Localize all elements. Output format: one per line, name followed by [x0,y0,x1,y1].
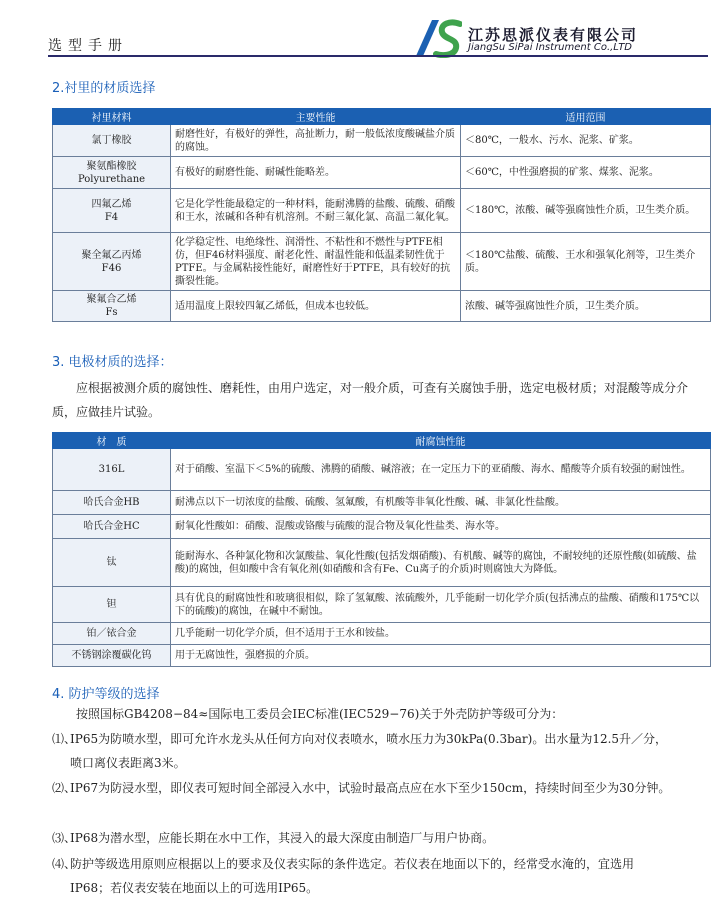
electrode-performance: 具有优良的耐腐蚀性和玻璃很相似，除了氢氟酸、浓硫酸外，几乎能耐一切化学介质(包括沸点的盐酸、硝酸和175℃以下的硫酸)的腐蚀，在碱中不耐蚀。 [171,587,711,623]
material-performance: 有极好的耐磨性能、耐碱性能略差。 [171,157,461,189]
material-name [53,233,171,291]
electrode-table [52,432,711,667]
table-row [53,189,711,233]
list-item [52,776,672,800]
material-name-cn: 聚氨酯橡胶 [86,160,137,172]
material-performance: 化学稳定性、电绝缘性、润滑性、不粘性和不燃性与PTFE相仿，但F46材料强度、耐老化性、耐温性能和低温柔韧性优于PTFE。与金属粘接性能好，耐磨性好于PTFE，具有较好的抗撕裂性能。 [171,233,461,291]
list-number: ⑶、 [52,831,77,845]
material-name-cn: 聚氟合乙烯 [86,294,137,305]
table-row [53,449,711,491]
electrode-material: 不锈钢涂覆碳化钨 [53,645,171,667]
table-row [53,125,711,157]
electrode-intro: 应根据被测介质的腐蚀性、磨耗性，由用户选定，对一般介质，可查有关腐蚀手册，选定电极材质；对混酸等成分介质，应做挂片试验。 [52,381,689,419]
lining-table [52,108,711,322]
material-name-en: F46 [101,262,122,274]
material-name-cn: 四氟乙烯 [91,198,132,210]
electrode-performance: 能耐海水、各种氯化物和次氯酸盐、氧化性酸(包括发烟硝酸)、有机酸、碱等的腐蚀，不耐较纯的还原性酸(如硫酸、盐酸)的腐蚀，但如酸中含有氧化剂(如硝酸和含有Fe、Cu离子的介质)时则腐蚀大为降低。 [171,539,711,587]
table-header-row [53,433,711,449]
electrode-performance: 对于硝酸、室温下＜5%的硫酸、沸腾的硝酸、碱溶液；在一定压力下的亚硝酸、海水、醋酸等介质有较强的耐蚀性。 [171,449,711,491]
list-item [52,852,672,900]
company-name-en: JiangSu SiPai Instrument Co.,LTD [468,42,633,53]
list-number: ⑷、 [52,857,77,871]
list-item [52,826,672,850]
column-header: 主要性能 [171,109,461,125]
material-scope: ＜60℃，中性强磨损的矿浆、煤浆、泥浆。 [461,157,711,189]
company-name-cn: 江苏思派仪表有限公司 [468,26,639,44]
doc-title: 选型手册 [48,38,128,54]
table-row [53,157,711,189]
table-header-row [53,109,711,125]
electrode-performance: 用于无腐蚀性，强磨损的介质。 [171,645,711,667]
list-number: ⑴、 [52,732,77,746]
list-number: ⑵、 [52,781,77,795]
material-scope: ＜80℃，一般水、污水、泥浆、矿浆。 [461,125,711,157]
table-row [53,515,711,539]
table-row [53,623,711,645]
material-scope: 浓酸、碱等强腐蚀性介质，卫生类介质。 [461,291,711,322]
material-name-en: F4 [104,211,119,223]
section-title-protection: 4. 防护等级的选择 [52,687,160,702]
material-performance: 耐磨性好，有极好的弹性，高扯断力，耐一般低浓度酸碱盐介质的腐蚀。 [171,125,461,157]
list-text: IP67为防浸水型，即仪表可短时间全部浸入水中，试验时最高点应在水下至少150cm，持续时间至少为30分钟。 [70,781,671,795]
electrode-material: 钽 [53,587,171,623]
table-row [53,587,711,623]
electrode-performance: 耐沸点以下一切浓度的盐酸、硫酸、氢氟酸，有机酸等非氧化性酸、碱、非氯化性盐酸。 [171,491,711,515]
table-row [53,233,711,291]
section-title-lining: 2.衬里的材质选择 [52,81,156,96]
list-text: IP65为防喷水型，即可允许水龙头从任何方向对仪表喷水，喷水压力为30kPa(0.3bar)。出水量为12.5升／分，喷口离仪表距离3米。 [70,732,668,770]
material-scope: ＜180℃，浓酸、碱等强腐蚀性介质，卫生类介质。 [461,189,711,233]
electrode-performance: 耐氧化性酸如：硝酸、混酸或铬酸与硫酸的混合物及氧化性盐类、海水等。 [171,515,711,539]
material-scope: ＜180℃盐酸、硫酸、王水和强氧化剂等，卫生类介质。 [461,233,711,291]
list-item [52,727,672,775]
table-row [53,291,711,322]
table-row [53,539,711,587]
material-name [53,189,171,233]
header-rule [48,55,708,57]
material-name-en: Polyurethane [77,173,146,185]
list-text: 防护等级选用原则应根据以上的要求及仪表实际的条件选定。若仪表在地面以下的，经常受水淹的，宜选用IP68；若仪表安装在地面以上的可选用IP65。 [70,857,635,895]
electrode-material: 铂／铱合金 [53,623,171,645]
page-header [0,0,728,60]
material-performance: 适用温度上限较四氟乙烯低，但成本也较低。 [171,291,461,322]
table-row [53,645,711,667]
column-header: 材 质 [53,433,171,449]
electrode-performance: 几乎能耐一切化学介质，但不适用于王水和铵盐。 [171,623,711,645]
electrode-material: 哈氏合金HC [53,515,171,539]
material-name [53,125,171,157]
material-name-en: Fs [105,307,118,318]
table-row [53,491,711,515]
list-text: IP68为潜水型，应能长期在水中工作，其浸入的最大深度由制造厂与用户协商。 [70,831,495,845]
material-performance: 它是化学性能最稳定的一种材料，能耐沸腾的盐酸、硫酸、硝酸和王水，浓碱和各种有机溶剂。不耐三氟化氯、高温二氟化氧。 [171,189,461,233]
electrode-material: 钛 [53,539,171,587]
column-header: 适用范围 [461,109,711,125]
electrode-material: 316L [53,449,171,491]
material-name [53,157,171,189]
column-header: 耐腐蚀性能 [171,433,711,449]
material-name [53,291,171,322]
column-header: 衬里材料 [53,109,171,125]
protection-intro: 按照国标GB4208−84≈国际电工委员会IEC标准(IEC529−76)关于外壳防护等级可分为： [76,707,564,721]
section-title-electrode: 3. 电极材质的选择： [52,355,173,370]
material-name-cn: 聚全氟乙丙烯 [81,249,142,261]
electrode-material: 哈氏合金HB [53,491,171,515]
material-name-cn: 氯丁橡胶 [91,135,132,146]
company-logo-icon [412,18,462,58]
